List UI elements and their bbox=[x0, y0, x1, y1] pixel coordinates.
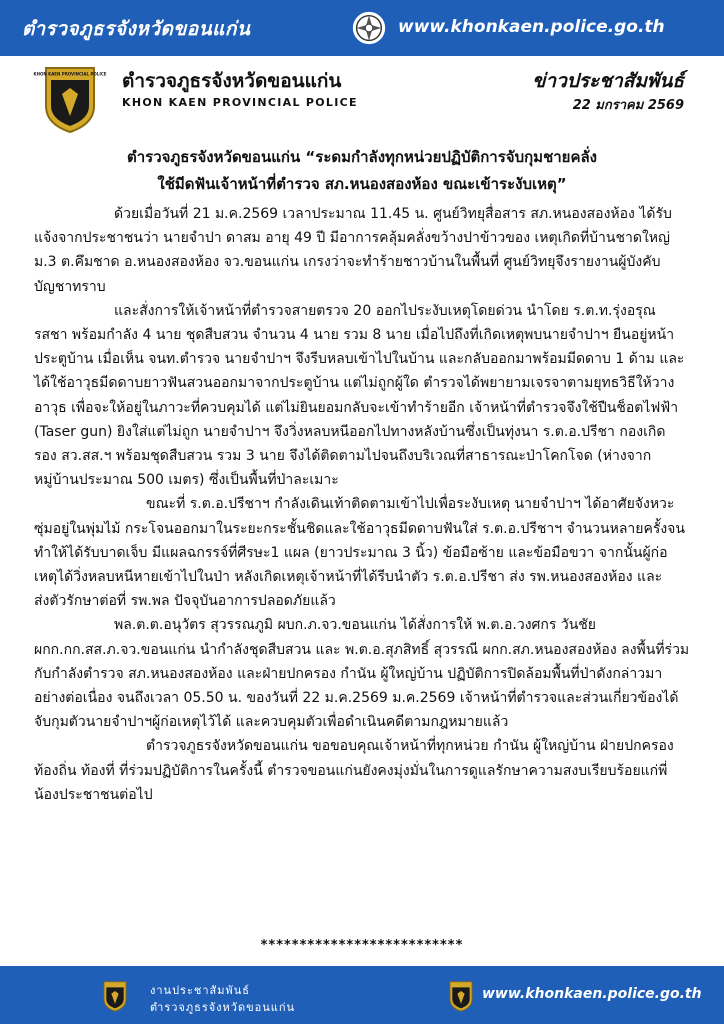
paragraph-4: พล.ต.ต.อนุวัตร สุวรรณภูมิ ผบก.ภ.จว.ขอนแก่น ได้สั่งการให้ พ.ต.อ.วงศกร วันชัย ผกก.กก.สส.ภ.จว.ขอนแก่น นำกำลังชุดสืบสวน และ พ.ต.อ.สุภสิทธิ์ สุวรรณี ผกก.สภ.หนองสองห้อง ลงพื้นที่ร่วมกับกำลังตำรวจ สภ.หนองสองห้อง และฝ่ายปกครอง กำนัน ผู้ใหญ่บ้าน ปฏิบัติการปิดล้อมพื้นที่ป่าดังกล่าวมาอย่างต่อเนื่อง จนถึงเวลา 05.50 น. ของวันที่ 22 ม.ค.2569 ม.ค.2569 เจ้าหน้าที่ตำรวจและส่วนเกี่ยวข้องได้จับกุมตัวนายจำปาฯผู้ก่อเหตุไว้ได้ และควบคุมตัวเพื่อดำเนินคดีตามกฎหมายแล้ว bbox=[34, 617, 690, 731]
header-thai-name: ตำรวจภูธรจังหวัดขอนแก่น bbox=[122, 70, 342, 92]
footer-badge-icon bbox=[102, 980, 128, 1012]
footer-department: งานประชาสัมพันธ์ bbox=[150, 984, 250, 997]
news-label: ข่าวประชาสัมพันธ์ bbox=[532, 70, 684, 92]
footer-badge-icon-right bbox=[448, 980, 474, 1012]
headline-line-2: ใช้มีดฟันเจ้าหน้าที่ตำรวจ สภ.หนองสองห้อง ขณะเข้าระงับเหตุ” bbox=[157, 175, 567, 193]
banner-org-name: ตำรวจภูธรจังหวัดขอนแก่น bbox=[22, 18, 251, 40]
footer-org-name: ตำรวจภูธรจังหวัดขอนแก่น bbox=[150, 1001, 296, 1014]
separator-stars: ************************** bbox=[260, 938, 464, 953]
news-date: 22 มกราคม 2569 bbox=[572, 98, 684, 113]
headline-line-1: ตำรวจภูธรจังหวัดขอนแก่น “ระดมกำลังทุกหน่วยปฏิบัติการจับกุมชายคลั่ง bbox=[126, 148, 598, 166]
article-body bbox=[34, 202, 690, 807]
police-emblem-icon bbox=[350, 9, 388, 47]
footer-website[interactable]: www.khonkaen.police.go.th bbox=[482, 986, 702, 1002]
paragraph-1: ด้วยเมื่อวันที่ 21 ม.ค.2569 เวลาประมาณ 11.45 น. ศูนย์วิทยุสื่อสาร สภ.หนองสองห้อง ได้รับแจ้งจากประชาชนว่า นายจำปา ดาสม อายุ 49 ปี มีอาการคลุ้มคลั่งขว้างปาข้าวของ เหตุเกิดที่บ้านชาดใหญ่ ม.3 ต.คึมชาด อ.หนองสองห้อง จว.ขอนแก่น เกรงว่าจะทำร้ายชาวบ้านในพื้นที่ ศูนย์วิทยุจึงรายงานผู้บังคับบัญชาทราบ bbox=[34, 206, 672, 295]
top-banner bbox=[0, 0, 724, 56]
headline bbox=[30, 144, 694, 198]
paragraph-2: และสั่งการให้เจ้าหน้าที่ตำรวจสายตรวจ 20 ออกไประงับเหตุโดยด่วน นำโดย ร.ต.ท.รุ่งอรุณ รสชา พร้อมกำลัง 4 นาย ชุดสืบสวน จำนวน 4 นาย รวม 8 นาย เมื่อไปถึงที่เกิดเหตุพบนายจำปาฯ ยืนอยู่หน้าประตูบ้าน เมื่อเห็น จนท.ตำรวจ นายจำปาฯ จึงรีบหลบเข้าไปในบ้าน และกลับออกมาพร้อมมีดดาบ 1 ด้าม และได้ใช้อาวุธมีดดาบยาวฟันสวนออกมาจากประตูบ้าน แต่ไม่ถูกผู้ใด ตำรวจได้พยายามเจรจาตามยุทธวิธีให้วางอาวุธ เพื่อจะให้อยู่ในภาวะที่ควบคุมได้ แต่ไม่ยินยอมกลับจะเข้าทำร้ายอีก เจ้าหน้าที่ตำรวจจึงใช้ปืนช็อตไฟฟ้า (Taser gun) ยิงใส่แต่ไม่ถูก นายจำปาฯ จึงวิ่งหลบหนีออกไปทางหลังบ้านซึ่งเป็นทุ่งนา ร.ต.อ.ปรีชา กองเกิด รอง สว.สส.ฯ พร้อมชุดสืบสวน รวม 3 นาย จึงได้ติดตามไปจนถึงบริเวณที่สาธารณะป่าโคกโจด (ห่างจากหมู่บ้านประมาณ 500 เมตร) ซึ่งเป็นพื้นที่ป่าละเมาะ bbox=[34, 302, 685, 489]
paragraph-5: ตำรวจภูธรจังหวัดขอนแก่น ขอขอบคุณเจ้าหน้าที่ทุกหน่วย กำนัน ผู้ใหญ่บ้าน ฝ่ายปกครอง ท้องถิ่น ท้องที่ ที่ร่วมปฏิบัติการในครั้งนี้ ตำรวจขอนแก่นยังคงมุ่งมั่นในการดูแลรักษาความสงบเรียบร้อยแก่พี่น้องประชาชนต่อไป bbox=[34, 738, 674, 803]
paragraph-3: ขณะที่ ร.ต.อ.ปรีชาฯ กำลังเดินเท้าติดตามเข้าไปเพื่อระงับเหตุ นายจำปาฯ ได้อาศัยจังหวะซุ่มอยู่ในพุ่มไม้ กระโจนออกมาในระยะกระชั้นชิดและใช้อาวุธมีดดาบฟันใส่ ร.ต.อ.ปรีชาฯ จำนวนหลายครั้งจนทำให้ได้รับบาดเจ็บ มีแผลฉกรรจ์ที่ศีรษะ1 แผล (ยาวประมาณ 3 นิ้ว) ข้อมือซ้าย และข้อมือขวา จากนั้นผู้ก่อเหตุได้วิ่งหลบหนีหายเข้าไปในป่า หลังเกิดเหตุเจ้าหน้าที่ได้รีบนำตัว ร.ต.อ.ปรีชา ส่ง รพ.หนองสองห้อง และส่งตัวรักษาต่อที่ รพ.พล ปัจจุบันอาการปลอดภัยแล้ว bbox=[34, 496, 685, 610]
banner-website[interactable]: www.khonkaen.police.go.th bbox=[398, 17, 665, 37]
badge-lettering: KHON KAEN PROVINCIAL POLICE bbox=[33, 71, 107, 77]
police-badge-icon bbox=[33, 64, 107, 134]
header-english-name: KHON KAEN PROVINCIAL POLICE bbox=[122, 96, 358, 109]
